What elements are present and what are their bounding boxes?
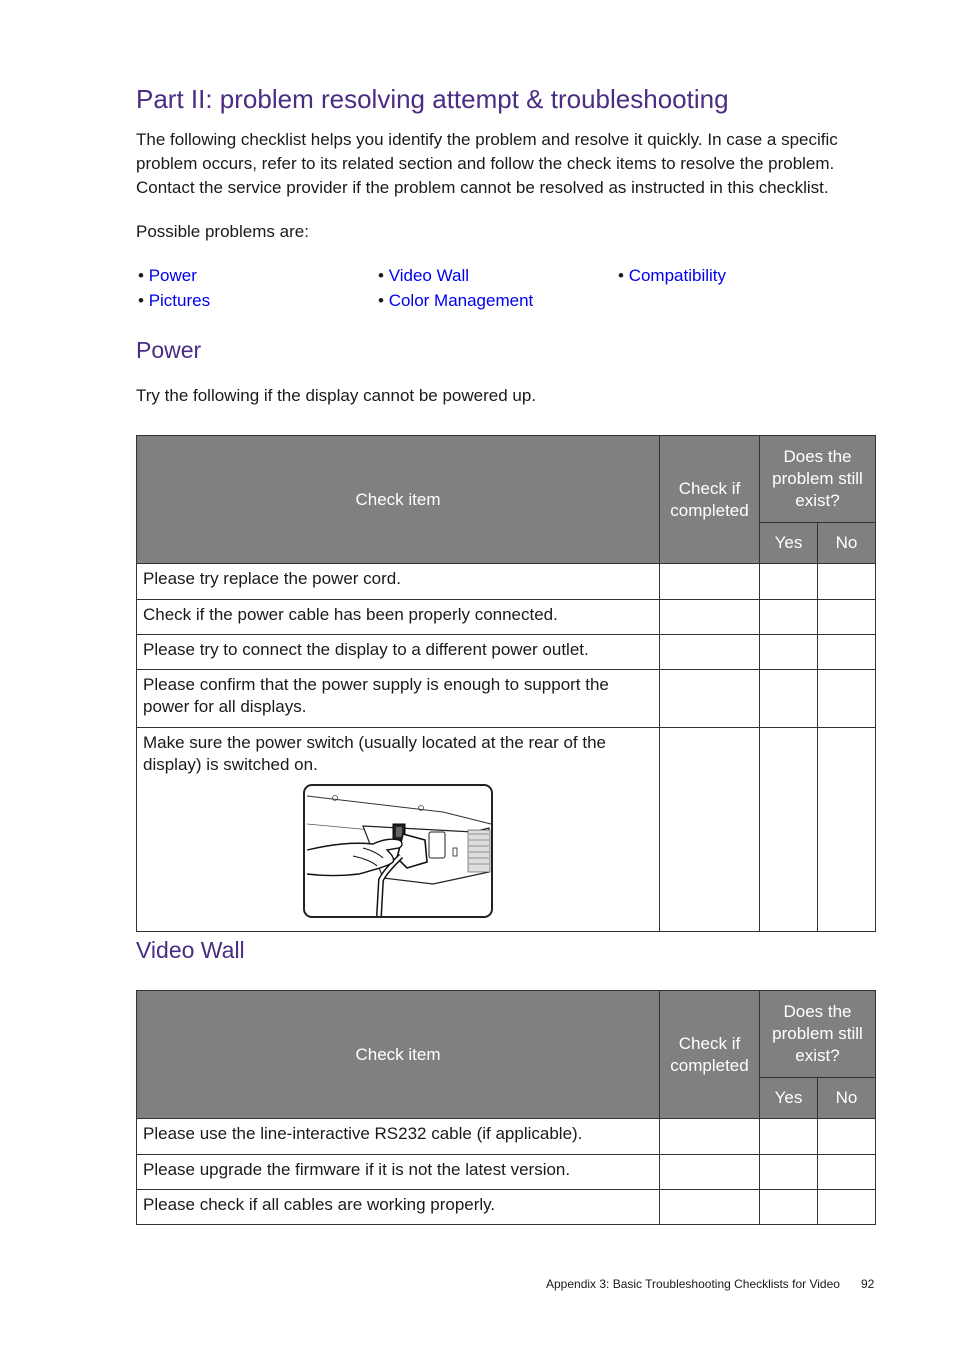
completed-cell[interactable] <box>660 728 760 932</box>
no-cell[interactable] <box>818 670 876 728</box>
bullet: • <box>378 291 384 310</box>
footer-text: Appendix 3: Basic Troubleshooting Checklists for Video <box>546 1277 840 1291</box>
completed-cell[interactable] <box>660 600 760 635</box>
table-row <box>137 1155 876 1190</box>
power-checklist-table <box>136 435 876 932</box>
yes-cell[interactable] <box>760 1155 818 1190</box>
link-pictures[interactable]: Pictures <box>148 291 211 310</box>
yes-cell[interactable] <box>760 600 818 635</box>
header-still-exist-label: Does the problem still exist? <box>772 447 863 510</box>
problem-link-item <box>378 289 533 313</box>
yes-cell[interactable] <box>760 635 818 670</box>
video-wall-checklist-table <box>136 990 876 1225</box>
table-row <box>137 600 876 635</box>
table-row <box>137 1190 876 1225</box>
header-yes: Yes <box>760 523 818 564</box>
completed-cell[interactable] <box>660 670 760 728</box>
no-cell[interactable] <box>818 1119 876 1155</box>
page-number: 92 <box>861 1277 875 1291</box>
intro-paragraph: The following checklist helps you identify the problem and resolve it quickly. In case a specific problem occurs, refer to its related section and follow the check items to resolve the problem. Contact the service provider if the problem cannot be resolved as instructed in this checklist. <box>136 130 838 197</box>
possible-problems-label: Possible problems are: <box>136 222 309 241</box>
table-row <box>137 564 876 600</box>
link-video-wall[interactable]: Video Wall <box>388 266 470 285</box>
yes-cell[interactable] <box>760 1119 818 1155</box>
header-check-item: Check item <box>137 436 660 564</box>
power-switch-illustration <box>303 784 493 918</box>
table-row <box>137 635 876 670</box>
table-row <box>137 1119 876 1155</box>
no-cell[interactable] <box>818 1155 876 1190</box>
link-color-management[interactable]: Color Management <box>388 291 534 310</box>
check-item-text: Check if the power cable has been properly connected. <box>137 600 660 635</box>
check-item-text: Please check if all cables are working properly. <box>137 1190 660 1225</box>
check-item-text: Please upgrade the firmware if it is not the latest version. <box>137 1155 660 1190</box>
header-check-item: Check item <box>137 991 660 1119</box>
header-no: No <box>818 523 876 564</box>
no-cell[interactable] <box>818 635 876 670</box>
problem-link-item <box>618 264 726 288</box>
completed-cell[interactable] <box>660 564 760 600</box>
yes-cell[interactable] <box>760 1190 818 1225</box>
link-compatibility[interactable]: Compatibility <box>628 266 726 285</box>
no-cell[interactable] <box>818 728 876 932</box>
completed-cell[interactable] <box>660 635 760 670</box>
header-check-completed-label: Check if completed <box>670 478 749 520</box>
header-still-exist-label: Does the problem still exist? <box>772 1002 863 1065</box>
bullet: • <box>618 266 624 285</box>
no-cell[interactable] <box>818 600 876 635</box>
header-no: No <box>818 1078 876 1119</box>
check-item-text: Please use the line-interactive RS232 cable (if applicable). <box>137 1119 660 1155</box>
header-yes: Yes <box>760 1078 818 1119</box>
header-check-completed <box>660 991 760 1119</box>
header-still-exist <box>760 991 876 1078</box>
problem-link-item <box>378 264 469 288</box>
table-row <box>137 670 876 728</box>
problem-link-item <box>138 289 210 313</box>
yes-cell[interactable] <box>760 728 818 932</box>
check-item-text: Please try to connect the display to a different power outlet. <box>137 635 660 670</box>
power-intro: Try the following if the display cannot be powered up. <box>136 386 537 405</box>
completed-cell[interactable] <box>660 1155 760 1190</box>
problem-links-list <box>138 264 858 316</box>
completed-cell[interactable] <box>660 1190 760 1225</box>
problem-link-item <box>138 264 197 288</box>
bullet: • <box>138 266 144 285</box>
check-item-text: Please try replace the power cord. <box>137 564 660 600</box>
page-title: Part II: problem resolving attempt & troubleshooting <box>136 84 729 114</box>
check-item-text: Please confirm that the power supply is enough to support the power for all displays. <box>137 670 660 728</box>
link-power[interactable]: Power <box>148 266 197 285</box>
header-check-completed-label: Check if completed <box>670 1033 749 1075</box>
check-item-cell <box>137 728 660 932</box>
bullet: • <box>378 266 384 285</box>
header-still-exist <box>760 436 876 523</box>
table-row <box>137 728 876 932</box>
power-heading: Power <box>136 337 202 363</box>
check-item-text: Make sure the power switch (usually located at the rear of the display) is switched on. <box>143 733 607 774</box>
completed-cell[interactable] <box>660 1119 760 1155</box>
no-cell[interactable] <box>818 564 876 600</box>
no-cell[interactable] <box>818 1190 876 1225</box>
yes-cell[interactable] <box>760 564 818 600</box>
yes-cell[interactable] <box>760 670 818 728</box>
header-check-completed <box>660 436 760 564</box>
video-wall-heading: Video Wall <box>136 937 245 963</box>
bullet: • <box>138 291 144 310</box>
